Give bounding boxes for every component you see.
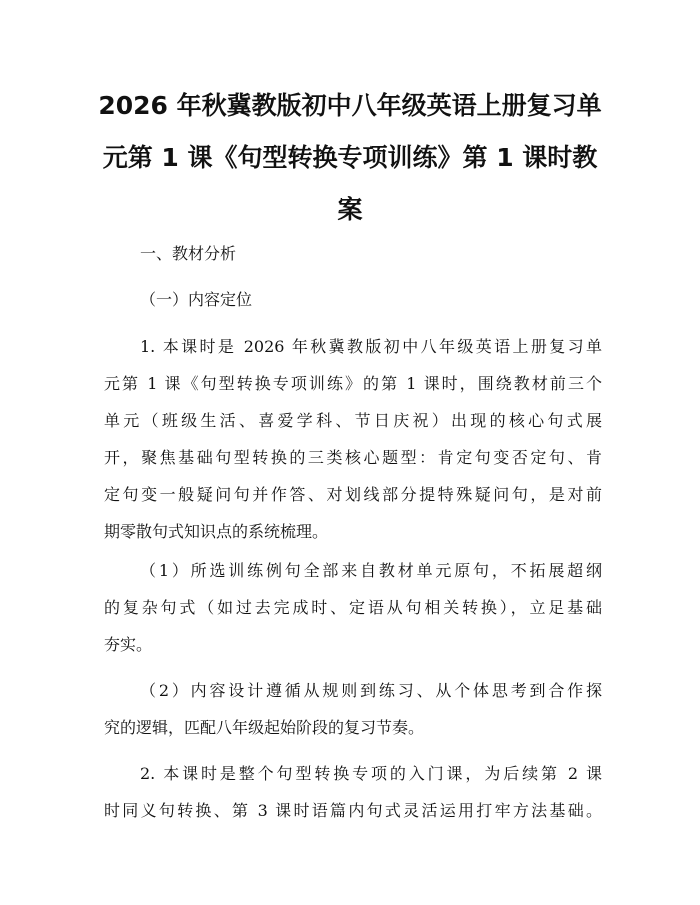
title-line: 元第 1 课《句型转换专项训练》第 1 课时教 (102, 143, 598, 172)
paragraph-line: 1. 本课时是 2026 年秋冀教版初中八年级英语上册复习单 (140, 337, 602, 356)
paragraph-content-position (104, 328, 602, 550)
paragraph-line: （1）所选训练例句全部来自教材单元原句，不拓展超纲 (140, 561, 602, 580)
paragraph-lesson-role (104, 755, 602, 829)
paragraph-line: 时同义句转换、第 3 课时语篇内句式灵活运用打牢方法基础。 (104, 801, 602, 820)
paragraph-example-selection (104, 552, 602, 663)
title-line: 2026 年秋冀教版初中八年级英语上册复习单 (98, 91, 602, 120)
paragraph-line: 究的逻辑，匹配八年级起始阶段的复习节奏。 (104, 718, 425, 737)
paragraph-line: 开，聚焦基础句型转换的三类核心题型：肯定句变否定句、肯 (104, 448, 602, 467)
paragraph-line: （2）内容设计遵循从规则到练习、从个体思考到合作探 (140, 681, 602, 700)
document-title (95, 80, 605, 236)
paragraph-line: 期零散句式知识点的系统梳理。 (104, 522, 329, 541)
paragraph-line: 2. 本课时是整个句型转换专项的入门课，为后续第 2 课 (140, 764, 602, 783)
subsection-heading: （一）内容定位 (140, 290, 253, 309)
section-heading: 一、教材分析 (140, 244, 237, 263)
title-line: 案 (337, 195, 363, 224)
paragraph-design-logic (104, 672, 602, 746)
paragraph-line: 定句变一般疑问句并作答、对划线部分提特殊疑问句，是对前 (104, 485, 602, 504)
paragraph-line: 的复杂句式（如过去完成时、定语从句相关转换），立足基础 (104, 598, 602, 617)
paragraph-line: 单元（班级生活、喜爱学科、节日庆祝）出现的核心句式展 (104, 411, 602, 430)
paragraph-line: 元第 1 课《句型转换专项训练》的第 1 课时，围绕教材前三个 (104, 374, 602, 393)
paragraph-line: 夯实。 (104, 635, 153, 654)
